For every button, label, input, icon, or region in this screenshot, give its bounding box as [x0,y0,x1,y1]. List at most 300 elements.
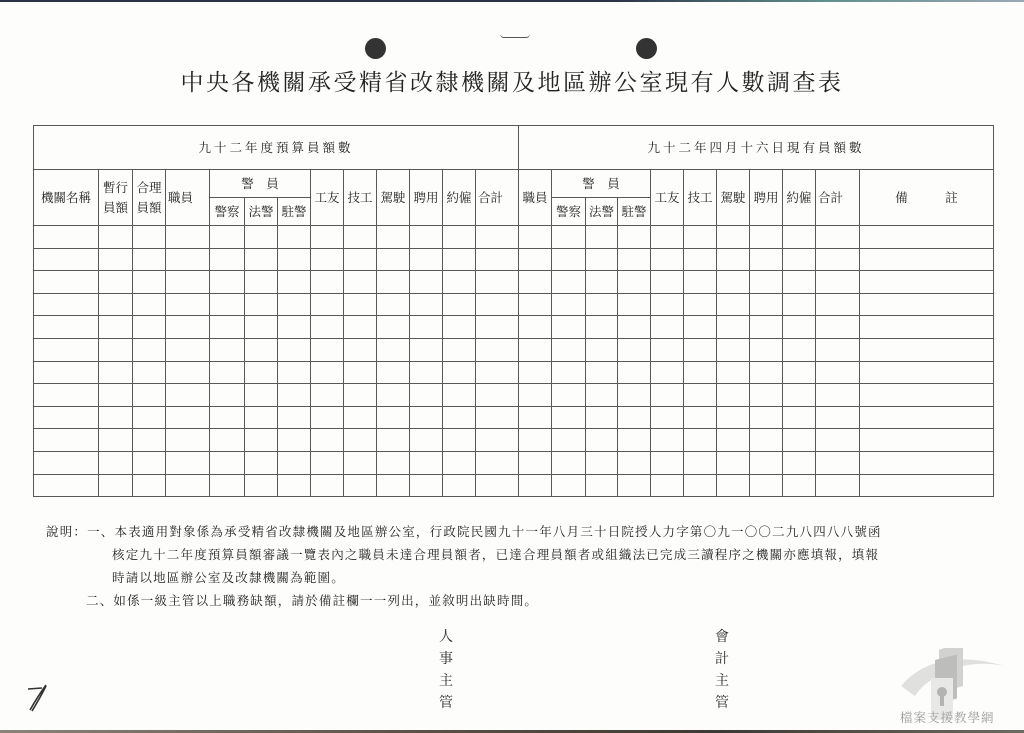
table-cell[interactable] [586,384,618,407]
table-cell[interactable] [552,226,586,249]
table-cell[interactable] [344,474,377,497]
table-cell[interactable] [860,271,994,294]
table-cell[interactable] [476,384,519,407]
table-cell[interactable] [519,293,552,316]
table-cell[interactable] [816,248,860,271]
table-cell[interactable] [618,293,651,316]
header-hired-current: 約僱 [783,170,816,226]
table-cell[interactable] [816,271,860,294]
table-cell[interactable] [552,384,586,407]
table-cell[interactable] [717,451,750,474]
table-cell[interactable] [717,226,750,249]
table-cell[interactable] [684,248,717,271]
table-cell[interactable] [410,338,443,361]
table-cell[interactable] [311,338,344,361]
table-cell[interactable] [860,361,994,384]
table-cell[interactable] [443,316,476,339]
table-cell[interactable] [377,248,410,271]
table-cell[interactable] [586,406,618,429]
table-cell[interactable] [377,338,410,361]
table-cell[interactable] [278,474,311,497]
table-cell[interactable] [166,406,210,429]
table-cell[interactable] [586,338,618,361]
table-cell[interactable] [34,271,99,294]
table-cell[interactable] [210,226,245,249]
table-cell[interactable] [443,226,476,249]
table-cell[interactable] [519,451,552,474]
table-cell[interactable] [717,384,750,407]
table-cell[interactable] [99,316,133,339]
table-cell[interactable] [344,429,377,452]
table-cell[interactable] [133,271,166,294]
table-cell[interactable] [586,248,618,271]
header-police-group-current: 警 員 [552,170,651,198]
table-cell[interactable] [245,429,278,452]
table-cell[interactable] [344,451,377,474]
table-cell[interactable] [783,338,816,361]
table-cell[interactable] [133,361,166,384]
table-cell[interactable] [133,338,166,361]
table-cell[interactable] [210,406,245,429]
table-cell[interactable] [783,361,816,384]
table-cell[interactable] [410,293,443,316]
table-cell[interactable] [783,474,816,497]
table-cell[interactable] [166,226,210,249]
table-cell[interactable] [34,293,99,316]
table-cell[interactable] [783,451,816,474]
table-cell[interactable] [245,226,278,249]
table-cell[interactable] [344,293,377,316]
table-cell[interactable] [860,384,994,407]
table-cell[interactable] [410,429,443,452]
table-cell[interactable] [586,271,618,294]
table-cell[interactable] [586,293,618,316]
table-cell[interactable] [651,406,684,429]
table-cell[interactable] [651,429,684,452]
table-cell[interactable] [311,293,344,316]
table-cell[interactable] [651,451,684,474]
table-cell[interactable] [166,248,210,271]
table-cell[interactable] [684,293,717,316]
table-cell[interactable] [133,226,166,249]
table-cell[interactable] [651,474,684,497]
table-cell[interactable] [245,474,278,497]
table-cell[interactable] [278,293,311,316]
table-cell[interactable] [34,406,99,429]
table-cell[interactable] [717,474,750,497]
section-header-row [34,126,994,170]
table-cell[interactable] [684,338,717,361]
table-cell[interactable] [377,226,410,249]
table-cell[interactable] [476,406,519,429]
table-cell[interactable] [816,474,860,497]
table-cell[interactable] [245,338,278,361]
table-cell[interactable] [99,361,133,384]
table-cell[interactable] [783,429,816,452]
table-cell[interactable] [166,429,210,452]
table-cell[interactable] [519,226,552,249]
table-cell[interactable] [210,293,245,316]
table-cell[interactable] [344,316,377,339]
table-cell[interactable] [750,361,783,384]
note-1-line-2: 核定九十二年度預算員額審議一覽表內之職員未達合理員額者，已達合理員額者或組織法已完成三讀程序之機關亦應填報，填報 [112,547,880,562]
table-cell[interactable] [519,406,552,429]
table-cell[interactable] [476,316,519,339]
table-cell[interactable] [783,406,816,429]
table-cell[interactable] [651,316,684,339]
table-cell[interactable] [278,429,311,452]
table-cell[interactable] [166,474,210,497]
table-cell[interactable] [133,248,166,271]
table-cell[interactable] [34,226,99,249]
table-cell[interactable] [519,361,552,384]
table-cell[interactable] [816,361,860,384]
table-cell[interactable] [344,226,377,249]
table-cell[interactable] [443,271,476,294]
table-cell[interactable] [860,338,994,361]
table-cell[interactable] [245,248,278,271]
table-cell[interactable] [651,226,684,249]
table-cell[interactable] [443,338,476,361]
table-cell[interactable] [750,248,783,271]
table-cell[interactable] [443,474,476,497]
table-cell[interactable] [133,474,166,497]
table-cell[interactable] [166,361,210,384]
table-cell[interactable] [377,406,410,429]
table-cell[interactable] [552,316,586,339]
note-2-line-1 [46,589,882,612]
table-cell[interactable] [311,474,344,497]
table-cell[interactable] [476,451,519,474]
table-cell[interactable] [166,316,210,339]
table-cell[interactable] [618,361,651,384]
table-cell[interactable] [133,316,166,339]
table-cell[interactable] [245,361,278,384]
table-cell[interactable] [684,406,717,429]
table-cell[interactable] [311,406,344,429]
table-cell[interactable] [476,338,519,361]
table-cell[interactable] [750,406,783,429]
table-cell[interactable] [750,293,783,316]
table-cell[interactable] [519,248,552,271]
table-cell[interactable] [586,429,618,452]
table-cell[interactable] [166,271,210,294]
table-cell[interactable] [443,451,476,474]
table-cell[interactable] [684,316,717,339]
table-cell[interactable] [210,429,245,452]
table-cell[interactable] [377,316,410,339]
table-cell[interactable] [860,474,994,497]
table-cell[interactable] [133,429,166,452]
table-cell[interactable] [278,316,311,339]
table-cell[interactable] [311,248,344,271]
table-cell[interactable] [651,361,684,384]
table-cell[interactable] [210,474,245,497]
table-cell[interactable] [99,226,133,249]
table-cell[interactable] [816,429,860,452]
table-cell[interactable] [860,226,994,249]
table-cell[interactable] [717,406,750,429]
table-cell[interactable] [34,384,99,407]
table-cell[interactable] [552,248,586,271]
header-hired: 約僱 [443,170,476,226]
table-cell[interactable] [311,271,344,294]
table-cell[interactable] [278,451,311,474]
table-cell[interactable] [166,451,210,474]
table-cell[interactable] [245,384,278,407]
table-cell[interactable] [684,429,717,452]
table-cell[interactable] [476,429,519,452]
table-cell[interactable] [860,406,994,429]
table-cell[interactable] [750,474,783,497]
table-cell[interactable] [552,429,586,452]
table-cell[interactable] [586,316,618,339]
table-cell[interactable] [717,338,750,361]
table-cell[interactable] [278,226,311,249]
header-workers-current: 工友 [651,170,684,226]
table-cell[interactable] [99,406,133,429]
header-total: 合計 [476,170,519,226]
table-cell[interactable] [410,226,443,249]
table-cell[interactable] [651,293,684,316]
table-cell[interactable] [783,271,816,294]
table-cell[interactable] [410,474,443,497]
table-cell[interactable] [717,271,750,294]
table-cell[interactable] [377,429,410,452]
table-cell[interactable] [311,384,344,407]
table-cell[interactable] [586,361,618,384]
table-cell[interactable] [99,451,133,474]
sig-char: 管 [715,695,729,711]
table-cell[interactable] [410,248,443,271]
table-cell[interactable] [99,293,133,316]
table-cell[interactable] [210,271,245,294]
table-cell[interactable] [552,451,586,474]
table-cell[interactable] [618,338,651,361]
table-cell[interactable] [210,384,245,407]
table-cell[interactable] [443,384,476,407]
table-cell[interactable] [410,451,443,474]
table-cell[interactable] [519,316,552,339]
table-cell[interactable] [783,384,816,407]
table-cell[interactable] [816,384,860,407]
table-cell[interactable] [750,271,783,294]
table-cell[interactable] [860,429,994,452]
table-cell[interactable] [783,293,816,316]
table-cell[interactable] [443,248,476,271]
table-cell[interactable] [34,316,99,339]
table-cell[interactable] [717,316,750,339]
table-cell[interactable] [586,474,618,497]
table-cell[interactable] [278,338,311,361]
table-cell[interactable] [311,316,344,339]
table-cell[interactable] [377,451,410,474]
table-cell[interactable] [443,293,476,316]
table-cell[interactable] [377,474,410,497]
table-row [34,406,994,429]
table-cell[interactable] [476,271,519,294]
sig-char: 主 [715,673,729,689]
table-cell[interactable] [750,384,783,407]
table-cell[interactable] [99,338,133,361]
table-cell[interactable] [618,271,651,294]
table-cell[interactable] [717,248,750,271]
table-cell[interactable] [476,361,519,384]
table-cell[interactable] [245,316,278,339]
table-cell[interactable] [519,429,552,452]
table-cell[interactable] [443,361,476,384]
table-cell[interactable] [443,429,476,452]
table-cell[interactable] [519,384,552,407]
table-cell[interactable] [816,226,860,249]
table-cell[interactable] [410,316,443,339]
table-cell[interactable] [651,338,684,361]
table-cell[interactable] [552,338,586,361]
table-cell[interactable] [816,406,860,429]
table-cell[interactable] [717,361,750,384]
table-cell[interactable] [210,316,245,339]
table-cell[interactable] [816,316,860,339]
table-cell[interactable] [816,338,860,361]
table-cell[interactable] [750,451,783,474]
table-cell[interactable] [278,271,311,294]
table-cell[interactable] [34,429,99,452]
table-cell[interactable] [860,248,994,271]
table-cell[interactable] [278,248,311,271]
table-cell[interactable] [552,293,586,316]
table-cell[interactable] [377,271,410,294]
table-cell[interactable] [34,338,99,361]
table-cell[interactable] [860,293,994,316]
table-cell[interactable] [166,293,210,316]
table-cell[interactable] [210,361,245,384]
table-cell[interactable] [245,293,278,316]
table-cell[interactable] [210,248,245,271]
table-cell[interactable] [618,384,651,407]
table-cell[interactable] [99,248,133,271]
table-cell[interactable] [210,451,245,474]
table-cell[interactable] [618,451,651,474]
table-cell[interactable] [344,271,377,294]
table-cell[interactable] [618,248,651,271]
table-cell[interactable] [552,361,586,384]
table-cell[interactable] [344,338,377,361]
table-cell[interactable] [586,451,618,474]
table-cell[interactable] [684,451,717,474]
table-cell[interactable] [684,226,717,249]
table-cell[interactable] [717,293,750,316]
table-cell[interactable] [783,316,816,339]
table-cell[interactable] [618,226,651,249]
punch-hole-right [636,38,657,59]
table-cell[interactable] [651,384,684,407]
table-cell[interactable] [377,361,410,384]
table-cell[interactable] [34,248,99,271]
table-cell[interactable] [344,361,377,384]
table-cell[interactable] [344,406,377,429]
table-cell[interactable] [278,361,311,384]
table-cell[interactable] [750,429,783,452]
table-cell[interactable] [552,271,586,294]
table-cell[interactable] [476,226,519,249]
table-cell[interactable] [34,474,99,497]
table-cell[interactable] [684,271,717,294]
table-cell[interactable] [344,384,377,407]
table-cell[interactable] [750,226,783,249]
table-cell[interactable] [783,226,816,249]
table-cell[interactable] [816,293,860,316]
table-cell[interactable] [166,384,210,407]
table-cell[interactable] [519,338,552,361]
table-cell[interactable] [750,316,783,339]
table-cell[interactable] [618,474,651,497]
table-cell[interactable] [377,293,410,316]
table-cell[interactable] [133,451,166,474]
table-cell[interactable] [476,474,519,497]
table-cell[interactable] [552,474,586,497]
table-cell[interactable] [410,384,443,407]
table-cell[interactable] [476,293,519,316]
table-cell[interactable] [750,338,783,361]
table-cell[interactable] [552,406,586,429]
table-cell[interactable] [377,384,410,407]
table-cell[interactable] [245,451,278,474]
table-cell[interactable] [99,384,133,407]
table-cell[interactable] [410,361,443,384]
table-cell[interactable] [210,338,245,361]
table-cell[interactable] [34,361,99,384]
table-cell[interactable] [245,406,278,429]
table-cell[interactable] [311,429,344,452]
table-cell[interactable] [519,474,552,497]
table-cell[interactable] [476,248,519,271]
table-cell[interactable] [311,226,344,249]
table-cell[interactable] [860,316,994,339]
table-cell[interactable] [783,248,816,271]
table-cell[interactable] [99,429,133,452]
table-cell[interactable] [586,226,618,249]
table-cell[interactable] [684,361,717,384]
table-cell[interactable] [344,248,377,271]
table-cell[interactable] [443,406,476,429]
table-cell[interactable] [99,271,133,294]
table-cell[interactable] [166,338,210,361]
table-cell[interactable] [651,248,684,271]
table-cell[interactable] [519,271,552,294]
table-cell[interactable] [684,474,717,497]
table-cell[interactable] [34,451,99,474]
table-cell[interactable] [278,406,311,429]
table-cell[interactable] [133,406,166,429]
table-cell[interactable] [618,316,651,339]
table-cell[interactable] [311,451,344,474]
table-cell[interactable] [651,271,684,294]
table-cell[interactable] [99,474,133,497]
table-cell[interactable] [133,384,166,407]
table-cell[interactable] [311,361,344,384]
table-cell[interactable] [245,271,278,294]
table-cell[interactable] [133,293,166,316]
table-cell[interactable] [860,451,994,474]
table-cell[interactable] [684,384,717,407]
table-cell[interactable] [816,451,860,474]
table-cell[interactable] [278,384,311,407]
table-cell[interactable] [618,429,651,452]
table-cell[interactable] [410,271,443,294]
table-cell[interactable] [618,406,651,429]
table-cell[interactable] [717,429,750,452]
table-cell[interactable] [410,406,443,429]
